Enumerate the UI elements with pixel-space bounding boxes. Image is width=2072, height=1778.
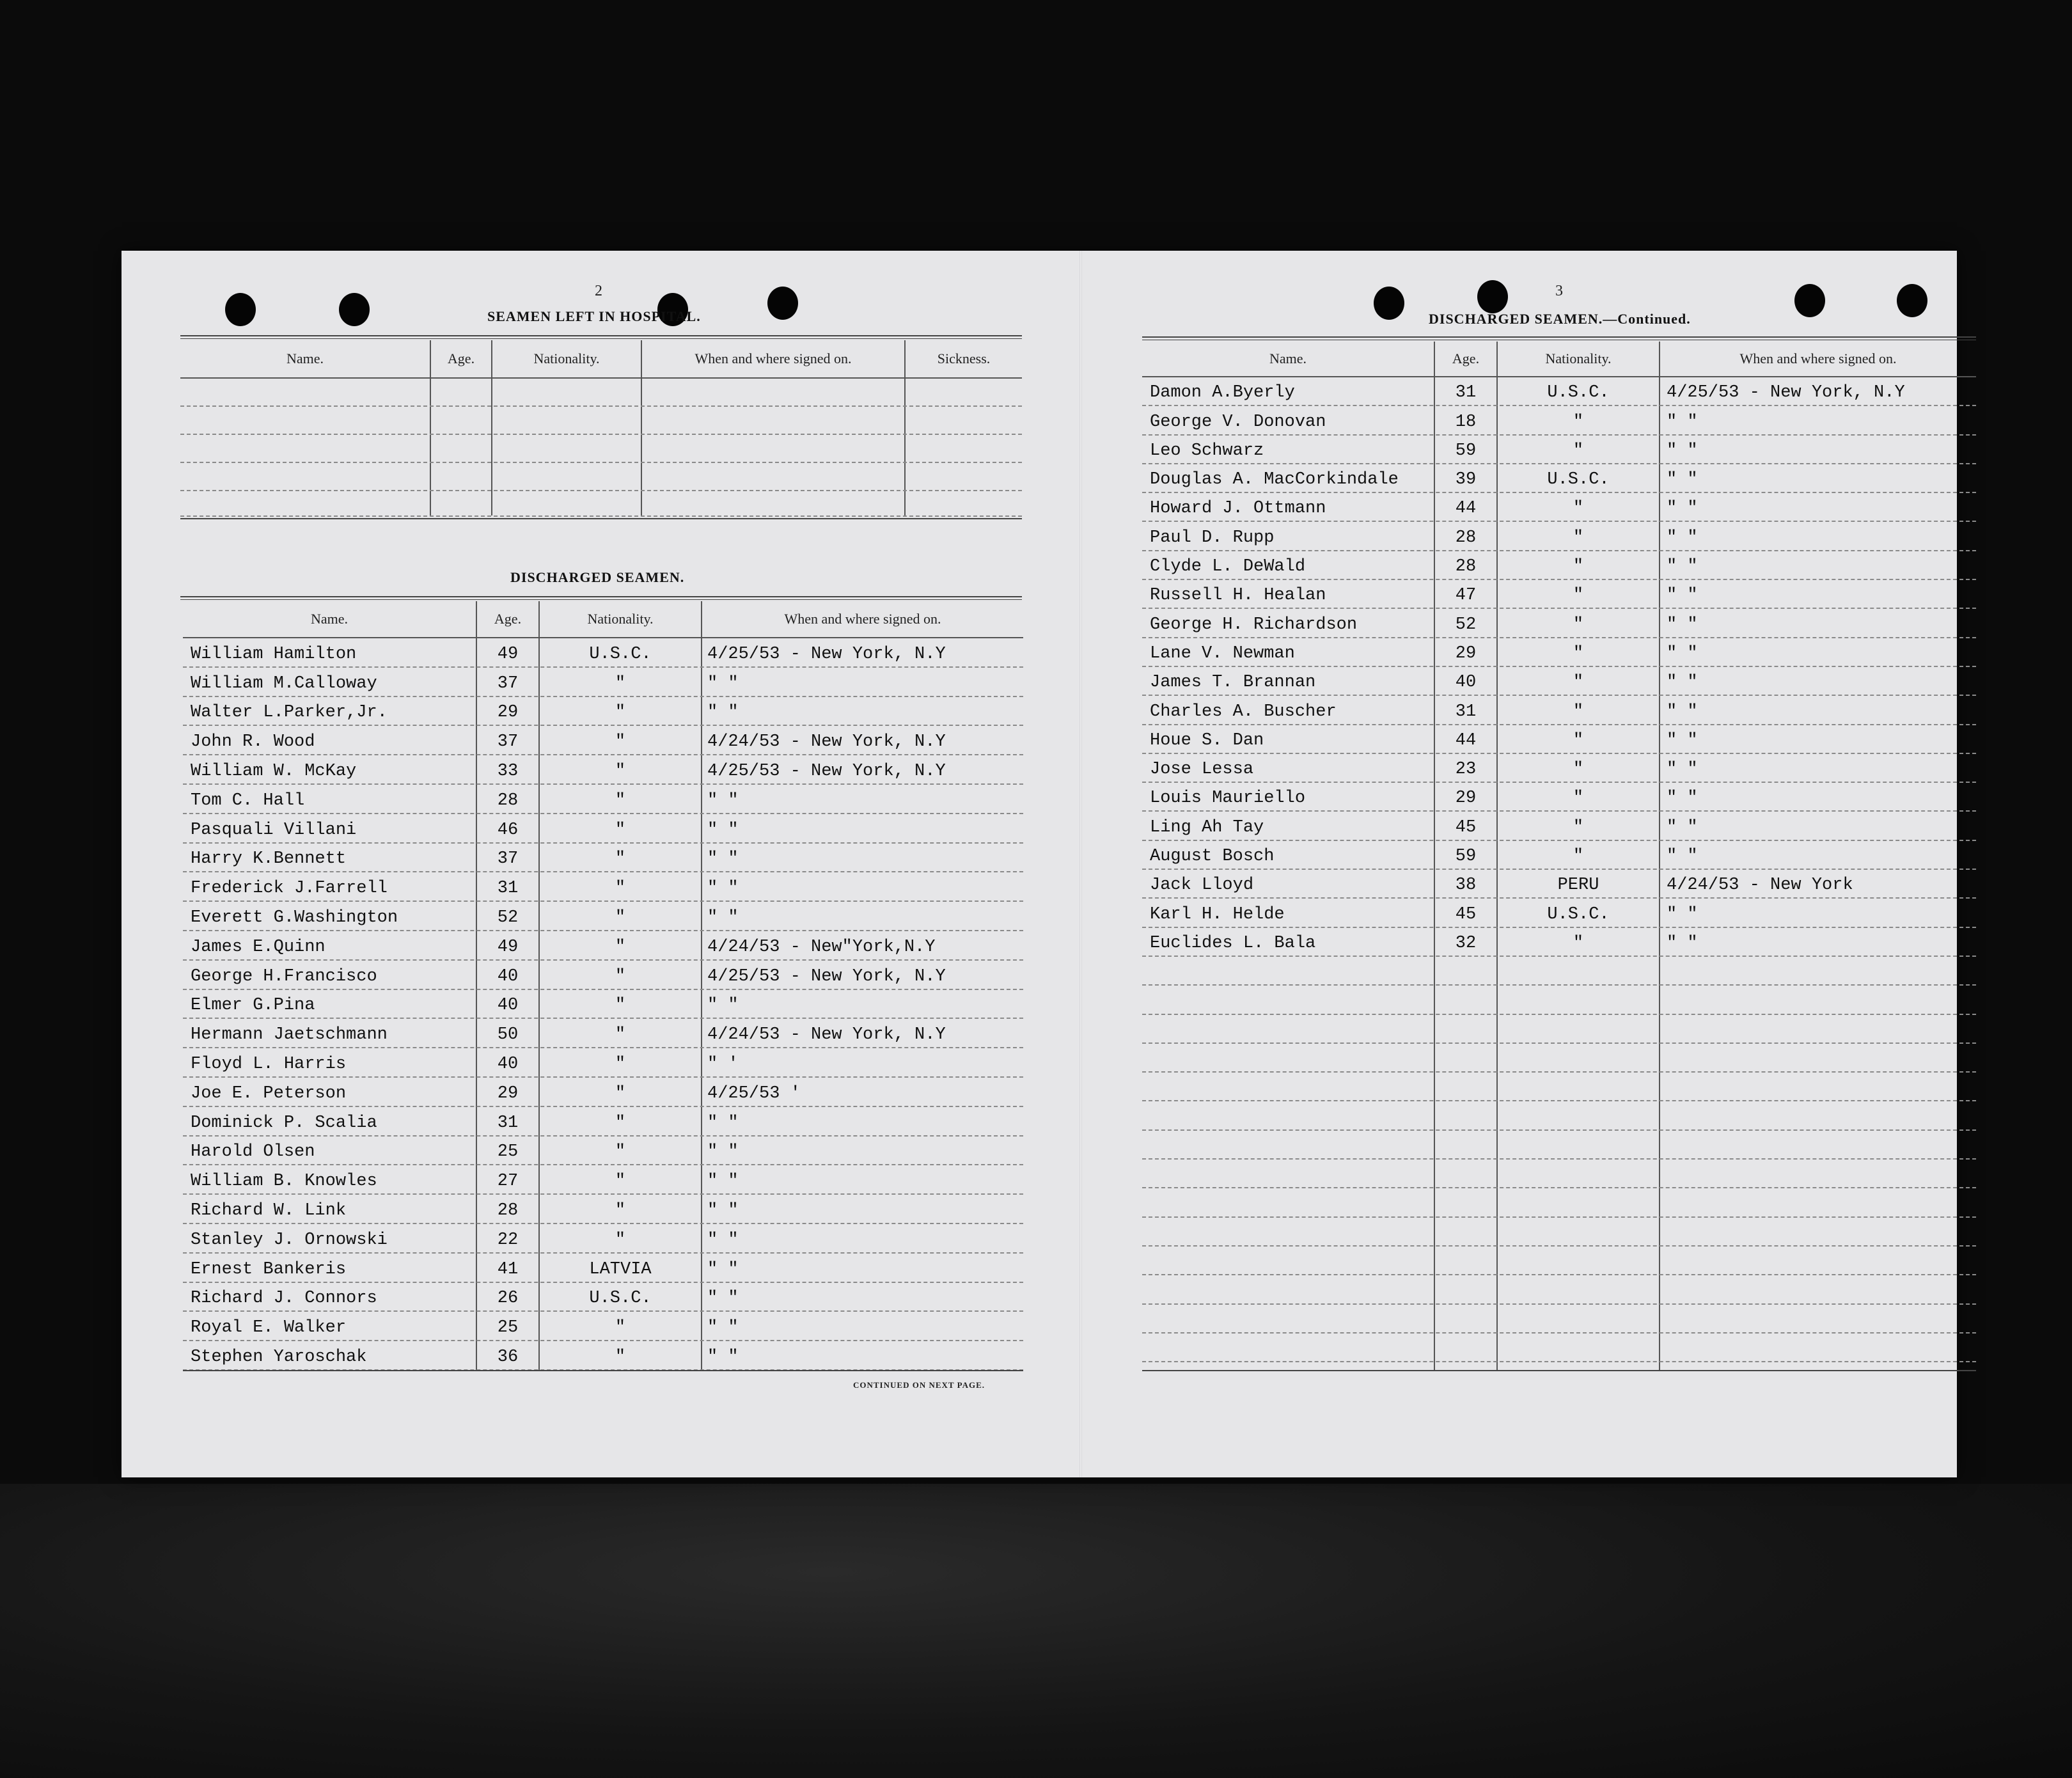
seaman-name: Stanley J. Ornowski bbox=[191, 1230, 388, 1250]
seaman-signed-on: 4/24/53 - New"York,N.Y bbox=[707, 937, 936, 957]
seaman-nationality: " bbox=[1573, 760, 1584, 780]
seaman-age: 18 bbox=[1455, 412, 1477, 432]
empty-row bbox=[1142, 1129, 1976, 1160]
table-row bbox=[1142, 637, 1976, 667]
table-row bbox=[183, 666, 1023, 697]
seaman-nationality: U.S.C. bbox=[1547, 904, 1610, 924]
seaman-nationality: " bbox=[615, 1054, 626, 1074]
seaman-signed-on: " " bbox=[1667, 499, 1698, 519]
table-row bbox=[183, 783, 1023, 814]
seaman-nationality: LATVIA bbox=[589, 1259, 652, 1279]
seaman-name: Jack Lloyd bbox=[1150, 876, 1254, 895]
seaman-nationality: " bbox=[615, 996, 626, 1016]
seaman-nationality: " bbox=[615, 937, 626, 957]
hospital-section-title: SEAMEN LEFT IN HOSPITAL. bbox=[487, 308, 701, 324]
seaman-nationality: " bbox=[1573, 586, 1584, 606]
left-page bbox=[122, 251, 1079, 1477]
col-header-name: Name. bbox=[310, 611, 349, 627]
seaman-signed-on: " " bbox=[1667, 817, 1698, 837]
empty-row bbox=[1142, 1332, 1976, 1362]
seaman-nationality: " bbox=[1573, 817, 1584, 837]
seaman-name: George H. Richardson bbox=[1150, 615, 1358, 634]
empty-row bbox=[1142, 1014, 1976, 1044]
seaman-signed-on: " " bbox=[1667, 847, 1698, 867]
seaman-nationality: U.S.C. bbox=[589, 1289, 652, 1309]
page-number: 3 bbox=[1555, 283, 1563, 299]
seaman-name: William W. McKay bbox=[191, 761, 357, 781]
seaman-name: Richard J. Connors bbox=[191, 1289, 377, 1309]
seaman-signed-on: 4/25/53 ' bbox=[707, 1083, 801, 1103]
seaman-nationality: U.S.C. bbox=[1547, 470, 1610, 490]
empty-row bbox=[1142, 1216, 1976, 1247]
seaman-age: 40 bbox=[1455, 673, 1477, 693]
seaman-nationality: " bbox=[1573, 643, 1584, 663]
seaman-age: 40 bbox=[497, 1054, 519, 1074]
seaman-name: Karl H. Helde bbox=[1150, 904, 1285, 924]
seaman-nationality: " bbox=[615, 820, 626, 840]
page-number: 2 bbox=[595, 283, 602, 299]
seaman-nationality: " bbox=[615, 1083, 626, 1103]
discharged-continued-title: DISCHARGED SEAMEN.—Continued. bbox=[1429, 311, 1691, 327]
seaman-signed-on: " " bbox=[1667, 702, 1698, 721]
seaman-signed-on: " " bbox=[1667, 528, 1698, 547]
table-row bbox=[183, 813, 1023, 844]
seaman-signed-on: " " bbox=[707, 1200, 739, 1220]
table-bottom-rule bbox=[183, 1370, 1023, 1371]
empty-row bbox=[1142, 1042, 1976, 1073]
seaman-age: 50 bbox=[497, 1025, 519, 1045]
seaman-age: 29 bbox=[497, 703, 519, 723]
seaman-name: Ernest Bankeris bbox=[191, 1259, 347, 1279]
table-row bbox=[1142, 869, 1976, 899]
seaman-age: 29 bbox=[1455, 789, 1477, 808]
seaman-nationality: " bbox=[1573, 730, 1584, 750]
discharged-section-title: DISCHARGED SEAMEN. bbox=[510, 569, 685, 585]
table-row bbox=[1142, 840, 1976, 870]
table-row bbox=[1142, 608, 1976, 638]
table-row bbox=[183, 1223, 1023, 1254]
seaman-age: 31 bbox=[1455, 383, 1477, 403]
seaman-signed-on: " " bbox=[707, 1318, 739, 1338]
seaman-signed-on: 4/24/53 - New York bbox=[1667, 876, 1853, 895]
seaman-nationality: " bbox=[615, 849, 626, 869]
seaman-name: Clyde L. DeWald bbox=[1150, 557, 1306, 577]
seaman-nationality: " bbox=[615, 761, 626, 781]
seaman-age: 29 bbox=[497, 1083, 519, 1103]
table-row bbox=[1142, 492, 1976, 522]
seaman-name: Floyd L. Harris bbox=[191, 1054, 347, 1074]
seaman-signed-on: 4/25/53 - New York, N.Y bbox=[1667, 383, 1905, 403]
col-header-nationality: Nationality. bbox=[533, 350, 600, 366]
seaman-name: William M.Calloway bbox=[191, 673, 377, 693]
seaman-nationality: " bbox=[615, 1318, 626, 1338]
seaman-age: 28 bbox=[1455, 557, 1477, 577]
table-row bbox=[183, 1076, 1023, 1107]
table-row bbox=[183, 696, 1023, 727]
col-header-name: Name. bbox=[286, 350, 324, 366]
seaman-signed-on: " " bbox=[707, 1142, 739, 1162]
table-row bbox=[1142, 927, 1976, 957]
seaman-signed-on: " " bbox=[1667, 789, 1698, 808]
table-row bbox=[1142, 463, 1976, 493]
seaman-age: 36 bbox=[497, 1347, 519, 1367]
table-row bbox=[183, 754, 1023, 785]
hospital-table-bottom-rule bbox=[180, 518, 1022, 519]
table-row bbox=[183, 959, 1023, 990]
continued-note: CONTINUED ON NEXT PAGE. bbox=[853, 1380, 985, 1390]
seaman-age: 37 bbox=[497, 849, 519, 869]
col-header-age: Age. bbox=[494, 611, 522, 627]
hospital-empty-row bbox=[180, 462, 1022, 491]
table-row bbox=[183, 930, 1023, 961]
seaman-signed-on: " " bbox=[707, 1113, 739, 1133]
seaman-nationality: " bbox=[615, 1025, 626, 1045]
table-row bbox=[183, 1135, 1023, 1166]
seaman-signed-on: " " bbox=[707, 791, 739, 810]
seaman-age: 52 bbox=[1455, 615, 1477, 634]
col-header-age: Age. bbox=[447, 350, 475, 366]
col-header-sickness: Sickness. bbox=[937, 350, 991, 366]
discharged-table-right bbox=[1142, 342, 1976, 1373]
seaman-name: August Bosch bbox=[1150, 847, 1275, 867]
table-row bbox=[183, 901, 1023, 931]
seaman-signed-on: " " bbox=[1667, 441, 1698, 460]
hospital-table-header bbox=[180, 340, 1022, 379]
seaman-signed-on: " ' bbox=[707, 1054, 739, 1074]
seaman-name: Euclides L. Bala bbox=[1150, 933, 1316, 953]
seaman-age: 39 bbox=[1455, 470, 1477, 490]
table-row bbox=[1142, 695, 1976, 725]
seaman-age: 23 bbox=[1455, 760, 1477, 780]
seaman-name: William B. Knowles bbox=[191, 1172, 377, 1192]
seaman-signed-on: " " bbox=[1667, 586, 1698, 606]
seaman-name: Lane V. Newman bbox=[1150, 643, 1295, 663]
table-row bbox=[183, 1310, 1023, 1341]
seaman-signed-on: " " bbox=[707, 1172, 739, 1192]
table-row bbox=[183, 1340, 1023, 1371]
seaman-nationality: " bbox=[615, 1113, 626, 1133]
seaman-signed-on: " " bbox=[707, 879, 739, 899]
seaman-nationality: " bbox=[615, 703, 626, 723]
seaman-age: 37 bbox=[497, 673, 519, 693]
col-header-signed-on: When and where signed on. bbox=[1739, 350, 1897, 366]
seaman-name: Douglas A. MacCorkindale bbox=[1150, 470, 1399, 490]
seaman-age: 32 bbox=[1455, 933, 1477, 953]
seaman-age: 38 bbox=[1455, 876, 1477, 895]
table-row bbox=[183, 871, 1023, 902]
seaman-age: 44 bbox=[1455, 730, 1477, 750]
seaman-age: 22 bbox=[497, 1230, 519, 1250]
title-rule bbox=[1142, 336, 1976, 340]
seaman-signed-on: 4/25/53 - New York, N.Y bbox=[707, 644, 946, 664]
seaman-nationality: " bbox=[615, 908, 626, 927]
seaman-signed-on: " " bbox=[1667, 615, 1698, 634]
col-header-nationality: Nationality. bbox=[1545, 350, 1612, 366]
seaman-nationality: " bbox=[1573, 847, 1584, 867]
seaman-signed-on: " " bbox=[707, 703, 739, 723]
table-row bbox=[1142, 811, 1976, 841]
seaman-name: Jose Lessa bbox=[1150, 760, 1254, 780]
seaman-signed-on: " " bbox=[1667, 412, 1698, 432]
seaman-name: Frederick J.Farrell bbox=[191, 879, 388, 899]
seaman-name: Elmer G.Pina bbox=[191, 996, 315, 1016]
right-page bbox=[1082, 251, 1957, 1477]
seaman-signed-on: " " bbox=[707, 1289, 739, 1309]
seaman-name: Harry K.Bennett bbox=[191, 849, 347, 869]
empty-row bbox=[1142, 1187, 1976, 1217]
seaman-nationality: " bbox=[1573, 789, 1584, 808]
seaman-signed-on: " " bbox=[707, 1347, 739, 1367]
seaman-signed-on: " " bbox=[1667, 470, 1698, 490]
table-bottom-rule bbox=[1142, 1370, 1976, 1371]
seaman-signed-on: " " bbox=[1667, 557, 1698, 577]
seaman-name: Paul D. Rupp bbox=[1150, 528, 1275, 547]
seaman-name: Pasquali Villani bbox=[191, 820, 357, 840]
seaman-signed-on: " " bbox=[707, 1230, 739, 1250]
table-row bbox=[1142, 724, 1976, 754]
seaman-age: 37 bbox=[497, 732, 519, 752]
seaman-signed-on: 4/25/53 - New York, N.Y bbox=[707, 966, 946, 986]
seaman-name: Richard W. Link bbox=[191, 1200, 347, 1220]
seaman-signed-on: " " bbox=[707, 849, 739, 869]
seaman-name: Walter L.Parker,Jr. bbox=[191, 703, 388, 723]
seaman-nationality: " bbox=[1573, 615, 1584, 634]
seaman-age: 41 bbox=[497, 1259, 519, 1279]
seaman-name: James E.Quinn bbox=[191, 937, 326, 957]
seaman-name: Dominick P. Scalia bbox=[191, 1113, 377, 1133]
table-row bbox=[1142, 897, 1976, 927]
seaman-name: Royal E. Walker bbox=[191, 1318, 347, 1338]
empty-row bbox=[1142, 1303, 1976, 1334]
table-row bbox=[1142, 376, 1976, 406]
seaman-name: James T. Brannan bbox=[1150, 673, 1316, 693]
seaman-nationality: " bbox=[1573, 441, 1584, 460]
seaman-nationality: " bbox=[615, 673, 626, 693]
col-header-signed-on: When and where signed on. bbox=[695, 350, 852, 366]
table-row bbox=[183, 1164, 1023, 1195]
col-header-nationality: Nationality. bbox=[587, 611, 654, 627]
table-row bbox=[183, 1193, 1023, 1224]
seaman-age: 26 bbox=[497, 1289, 519, 1309]
record-sheet bbox=[122, 251, 1957, 1477]
seaman-nationality: " bbox=[615, 1347, 626, 1367]
seaman-nationality: " bbox=[615, 1142, 626, 1162]
seaman-nationality: " bbox=[1573, 499, 1584, 519]
empty-row bbox=[1142, 1158, 1976, 1188]
empty-row bbox=[1142, 1101, 1976, 1131]
seaman-nationality: " bbox=[1573, 528, 1584, 547]
seaman-age: 31 bbox=[497, 879, 519, 899]
seaman-nationality: " bbox=[615, 1230, 626, 1250]
seaman-nationality: " bbox=[1573, 702, 1584, 721]
seaman-signed-on: " " bbox=[707, 1259, 739, 1279]
seaman-age: 45 bbox=[1455, 904, 1477, 924]
empty-row bbox=[1142, 1071, 1976, 1101]
table-row bbox=[1142, 434, 1976, 464]
seaman-age: 44 bbox=[1455, 499, 1477, 519]
table-row bbox=[183, 725, 1023, 755]
seaman-name: Everett G.Washington bbox=[191, 908, 398, 927]
seaman-age: 40 bbox=[497, 996, 519, 1016]
discharged-table-header bbox=[1142, 342, 1976, 377]
table-row bbox=[1142, 579, 1976, 609]
empty-row bbox=[1142, 1245, 1976, 1275]
seaman-age: 28 bbox=[497, 791, 519, 810]
seaman-name: Louis Mauriello bbox=[1150, 789, 1306, 808]
seaman-signed-on: 4/24/53 - New York, N.Y bbox=[707, 1025, 946, 1045]
seaman-name: John R. Wood bbox=[191, 732, 315, 752]
hospital-empty-row bbox=[180, 405, 1022, 435]
seaman-name: Ling Ah Tay bbox=[1150, 817, 1264, 837]
seaman-name: George H.Francisco bbox=[191, 966, 377, 986]
seaman-name: Joe E. Peterson bbox=[191, 1083, 347, 1103]
seaman-nationality: " bbox=[1573, 557, 1584, 577]
table-row bbox=[183, 1047, 1023, 1078]
seaman-age: 28 bbox=[497, 1200, 519, 1220]
seaman-name: Russell H. Healan bbox=[1150, 586, 1326, 606]
seaman-age: 59 bbox=[1455, 441, 1477, 460]
table-row bbox=[1142, 550, 1976, 580]
seaman-age: 49 bbox=[497, 937, 519, 957]
seaman-age: 29 bbox=[1455, 643, 1477, 663]
seaman-age: 59 bbox=[1455, 847, 1477, 867]
seaman-age: 27 bbox=[497, 1172, 519, 1192]
seaman-nationality: " bbox=[615, 732, 626, 752]
seaman-nationality: " bbox=[1573, 933, 1584, 953]
seaman-signed-on: " " bbox=[1667, 730, 1698, 750]
seaman-age: 28 bbox=[1455, 528, 1477, 547]
seaman-age: 25 bbox=[497, 1142, 519, 1162]
empty-row bbox=[1142, 1274, 1976, 1304]
seaman-nationality: " bbox=[615, 791, 626, 810]
table-row bbox=[1142, 753, 1976, 783]
seaman-name: Tom C. Hall bbox=[191, 791, 305, 810]
seaman-age: 31 bbox=[497, 1113, 519, 1133]
seaman-nationality: " bbox=[1573, 412, 1584, 432]
seaman-age: 47 bbox=[1455, 586, 1477, 606]
table-row bbox=[183, 1252, 1023, 1283]
title-rule bbox=[180, 335, 1022, 339]
seaman-name: Leo Schwarz bbox=[1150, 441, 1264, 460]
seaman-age: 49 bbox=[497, 644, 519, 664]
seaman-signed-on: " " bbox=[707, 673, 739, 693]
seaman-nationality: U.S.C. bbox=[1547, 383, 1610, 403]
seaman-nationality: " bbox=[615, 966, 626, 986]
col-header-age: Age. bbox=[1452, 350, 1480, 366]
table-row bbox=[1142, 405, 1976, 435]
seaman-age: 52 bbox=[497, 908, 519, 927]
seaman-signed-on: 4/25/53 - New York, N.Y bbox=[707, 761, 946, 781]
seaman-name: Harold Olsen bbox=[191, 1142, 315, 1162]
seaman-signed-on: " " bbox=[1667, 933, 1698, 953]
discharged-table-left bbox=[183, 601, 1023, 1375]
seaman-signed-on: " " bbox=[1667, 673, 1698, 693]
empty-row bbox=[1142, 984, 1976, 1014]
seaman-age: 40 bbox=[497, 966, 519, 986]
seaman-age: 45 bbox=[1455, 817, 1477, 837]
seaman-signed-on: " " bbox=[1667, 643, 1698, 663]
seaman-name: Houe S. Dan bbox=[1150, 730, 1264, 750]
hospital-empty-row bbox=[180, 490, 1022, 517]
col-header-name: Name. bbox=[1269, 350, 1307, 366]
seaman-nationality: U.S.C. bbox=[589, 644, 652, 664]
empty-row bbox=[1142, 956, 1976, 986]
seaman-signed-on: " " bbox=[707, 996, 739, 1016]
seaman-name: Howard J. Ottmann bbox=[1150, 499, 1326, 519]
table-row bbox=[1142, 666, 1976, 696]
seaman-nationality: PERU bbox=[1557, 876, 1599, 895]
seaman-nationality: " bbox=[615, 1200, 626, 1220]
seaman-nationality: " bbox=[615, 1172, 626, 1192]
seaman-age: 46 bbox=[497, 820, 519, 840]
table-row bbox=[1142, 521, 1976, 551]
background-texture bbox=[0, 1484, 2072, 1778]
hospital-empty-row bbox=[180, 377, 1022, 407]
seaman-signed-on: " " bbox=[707, 908, 739, 927]
table-row bbox=[183, 637, 1023, 668]
seaman-age: 31 bbox=[1455, 702, 1477, 721]
col-header-signed-on: When and where signed on. bbox=[784, 611, 941, 627]
seaman-age: 33 bbox=[497, 761, 519, 781]
seaman-signed-on: " " bbox=[707, 820, 739, 840]
table-row bbox=[183, 1282, 1023, 1312]
seaman-signed-on: 4/24/53 - New York, N.Y bbox=[707, 732, 946, 752]
seaman-nationality: " bbox=[1573, 673, 1584, 693]
table-row bbox=[183, 1106, 1023, 1137]
seaman-name: George V. Donovan bbox=[1150, 412, 1326, 432]
seaman-signed-on: " " bbox=[1667, 760, 1698, 780]
seaman-age: 25 bbox=[497, 1318, 519, 1338]
seaman-signed-on: " " bbox=[1667, 904, 1698, 924]
seaman-name: Charles A. Buscher bbox=[1150, 702, 1337, 721]
seaman-name: William Hamilton bbox=[191, 644, 357, 664]
seaman-name: Damon A.Byerly bbox=[1150, 383, 1295, 403]
hospital-empty-row bbox=[180, 434, 1022, 463]
seaman-nationality: " bbox=[615, 879, 626, 899]
seaman-name: Hermann Jaetschmann bbox=[191, 1025, 388, 1045]
discharged-table-header bbox=[183, 601, 1023, 638]
table-row bbox=[1142, 782, 1976, 812]
title-rule bbox=[180, 596, 1022, 600]
seaman-name: Stephen Yaroschak bbox=[191, 1347, 367, 1367]
table-row bbox=[183, 842, 1023, 873]
table-row bbox=[183, 1018, 1023, 1048]
table-row bbox=[183, 989, 1023, 1019]
